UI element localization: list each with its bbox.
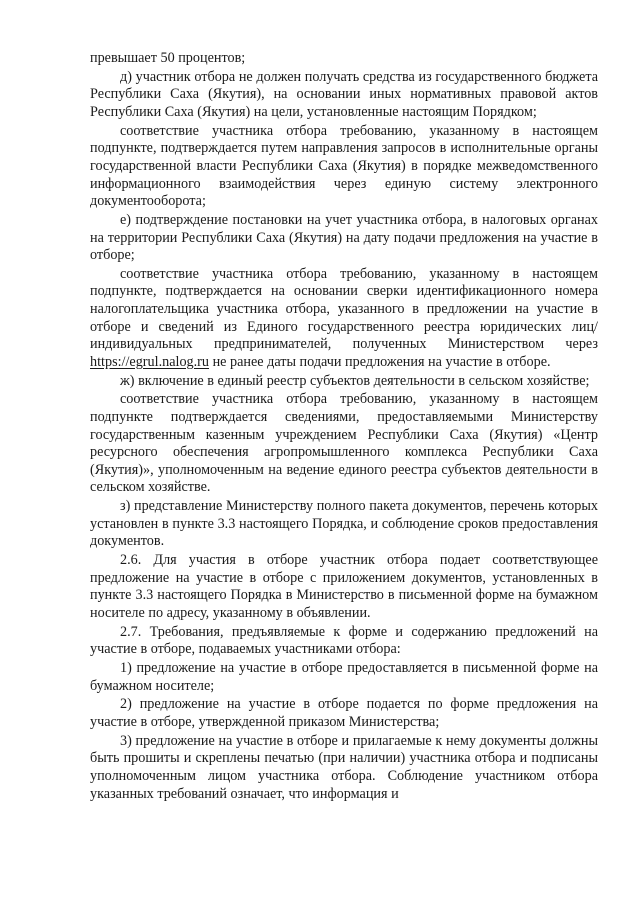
egrul-link[interactable]: https://egrul.nalog.ru (90, 353, 210, 370)
paragraph-continuation: превышает 50 процентов; (90, 50, 246, 66)
paragraph-item-zh-compliance: соответствие участника отбора требованию, указанному в настоящем подпункте подтверждается сведениями, предоставляемыми Министерству государственным казенным учреждением Республики Саха (Якутия) «Центр ресурсного обеспечения агропромышленного комплекса Республики Саха (Якутия)», уполномоченным на ведение единого реестра субъектов деятельности в сельском хозяйстве. (90, 391, 598, 496)
paragraph-item-zh: ж) включение в единый реестр субъектов деятельности в сельском хозяйстве; (120, 372, 590, 389)
paragraph-section-2-6: 2.6. Для участия в отборе участник отбора подает соответствующее предложение на участие в отборе с приложением документов, установленных в пункте 3.3 настоящего Порядка в Министерство в письменной форме на бумажном носителе по адресу, указанному в объявлении. (90, 552, 598, 621)
paragraph-requirement-1: 1) предложение на участие в отборе предоставляется в письменной форме на бумажном носителе; (90, 660, 598, 694)
paragraph-item-d: д) участник отбора не должен получать средства из государственного бюджета Республики Саха (Якутия), на основании иных нормативных правовой актов Республики Саха (Якутия) на цели, установленные настоящим Порядком; (90, 68, 598, 120)
paragraph-item-z: з) представление Министерству полного пакета документов, перечень которых установлен в пункте 3.3 настоящего Порядка, и соблюдение сроков предоставления документов. (90, 498, 598, 550)
paragraph-item-e: е) подтверждение постановки на учет участника отбора, в налоговых органах на территории Республики Саха (Якутия) на дату подачи предложения на участие в отборе; (90, 211, 598, 264)
paragraph-item-d-compliance: соответствие участника отбора требованию, указанному в настоящем подпункте, подтверждается путем направления запросов в исполнительные органы государственной власти Республики Саха (Якутия) в порядке межведомственного информационного взаимодействия через единую систему электронного документооборота; (90, 122, 598, 210)
paragraph-section-2-7: 2.7. Требования, предъявляемые к форме и содержанию предложений на участие в отборе, подаваемых участниками отбора: (90, 623, 598, 658)
paragraph-requirement-3: 3) предложение на участие в отборе и прилагаемые к нему документы должны быть прошиты и скреплены печатью (при наличии) участника отбора и подписаны уполномоченным лицом участника отбора. Соблюдение участником отбора указанных требований означает, что информация и (90, 732, 598, 802)
paragraph-text-before-link: соответствие участника отбора требованию, указанному в настоящем подпункте, подтверждается на основании сверки идентификационного номера налогоплательщика участника отбора, указанного в предложении на участие в отборе и сведений из Единого государственного реестра юридических лиц/индивидуальных предпринимателей, полученных Министерством через (90, 265, 598, 353)
paragraph-item-e-compliance (90, 266, 598, 372)
paragraph-requirement-2: 2) предложение на участие в отборе подается по форме предложения на участие в отборе, утвержденной приказом Министерства; (90, 696, 598, 731)
paragraph-text-after-link: не ранее даты подачи предложения на участие в отборе. (209, 353, 551, 370)
document-body (90, 50, 598, 804)
